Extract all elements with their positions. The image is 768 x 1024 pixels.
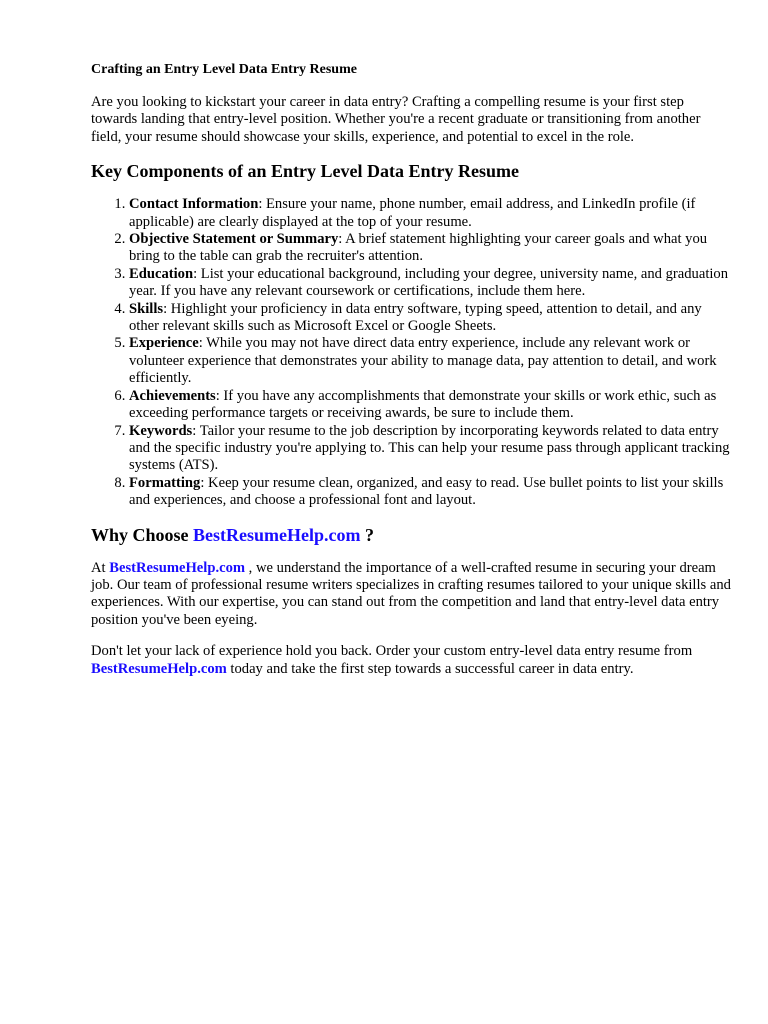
list-item xyxy=(129,266,731,301)
list-item-text: : Tailor your resume to the job description by incorporating keywords related to data entry and the specific industry you're applying to. This can help your resume pass through applicant tracking systems (ATS). xyxy=(129,422,730,474)
list-item-term: Experience xyxy=(129,335,199,352)
list-item-text: : Keep your resume clean, organized, and easy to read. Use bullet points to list your skills and experiences, and choose a professional font and layout. xyxy=(129,474,724,509)
document-title: Crafting an Entry Level Data Entry Resume xyxy=(91,62,357,77)
list-item-text: : A brief statement highlighting your career goals and what you bring to the table can grab the recruiter's attention. xyxy=(129,231,708,265)
list-item xyxy=(129,301,731,336)
list-item-term: Keywords xyxy=(129,422,193,439)
components-heading: Key Components of an Entry Level Data Entry Resume xyxy=(91,161,519,182)
list-item-text: : While you may not have direct data entry experience, include any relevant work or volunteer experience that demonstrates your ability to manage data, pay attention to detail, and work efficiently. xyxy=(129,335,717,387)
why-heading-link[interactable]: BestResumeHelp.com xyxy=(193,524,361,545)
list-item xyxy=(129,423,731,475)
list-item-text: : List your educational background, including your degree, university name, and graduation year. If you have any relevant coursework or certifications, include them here. xyxy=(129,265,729,300)
closing-paragraph-prefix: Don't let your lack of experience hold you back. Order your custom entry-level data entry resume from xyxy=(91,643,693,660)
why-paragraph-text: , we understand the importance of a well-crafted resume in securing your dream job. Our team of professional resume writers specializes in crafting resumes tailored to your unique skills and experiences. With our expertise, you can stand out from the competition and land that entry-level data entry position you've been eyeing. xyxy=(91,559,731,628)
list-item-term: Achievements xyxy=(129,387,216,404)
closing-paragraph-suffix: today and take the first step towards a successful career in data entry. xyxy=(226,660,634,677)
list-item xyxy=(129,335,731,387)
list-item-text: : Highlight your proficiency in data entry software, typing speed, attention to detail, and any other relevant skills such as Microsoft Excel or Google Sheets. xyxy=(129,300,702,335)
intro-paragraph: Are you looking to kickstart your career in data entry? Crafting a compelling resume is your first step towards landing that entry-level position. Whether you're a recent graduate or transitioning from another field, your resume should showcase your skills, experience, and potential to excel in the role. xyxy=(91,94,701,145)
list-item-term: Contact Information xyxy=(129,196,259,213)
document-page xyxy=(91,60,731,692)
closing-paragraph-link[interactable]: BestResumeHelp.com xyxy=(91,660,227,677)
why-heading-suffix: ? xyxy=(360,524,374,545)
why-heading xyxy=(91,524,731,546)
list-item-term: Formatting xyxy=(129,474,201,491)
list-item xyxy=(129,231,731,266)
list-item-term: Objective Statement or Summary xyxy=(129,231,339,248)
list-item-text: : Ensure your name, phone number, email address, and LinkedIn profile (if applicable) are clearly displayed at the top of your resume. xyxy=(129,196,696,230)
why-paragraph-prefix: At xyxy=(91,559,110,576)
components-list xyxy=(91,196,731,509)
why-heading-prefix: Why Choose xyxy=(91,524,194,545)
closing-paragraph xyxy=(91,643,731,678)
why-paragraph xyxy=(91,560,731,630)
list-item-text: : If you have any accomplishments that demonstrate your skills or work ethic, such as exceeding performance targets or receiving awards, be sure to include them. xyxy=(129,387,717,422)
list-item-term: Education xyxy=(129,265,194,282)
list-item xyxy=(129,196,731,231)
list-item-term: Skills xyxy=(129,300,164,317)
why-paragraph-link[interactable]: BestResumeHelp.com xyxy=(109,559,246,576)
list-item xyxy=(129,475,731,510)
list-item xyxy=(129,388,731,423)
